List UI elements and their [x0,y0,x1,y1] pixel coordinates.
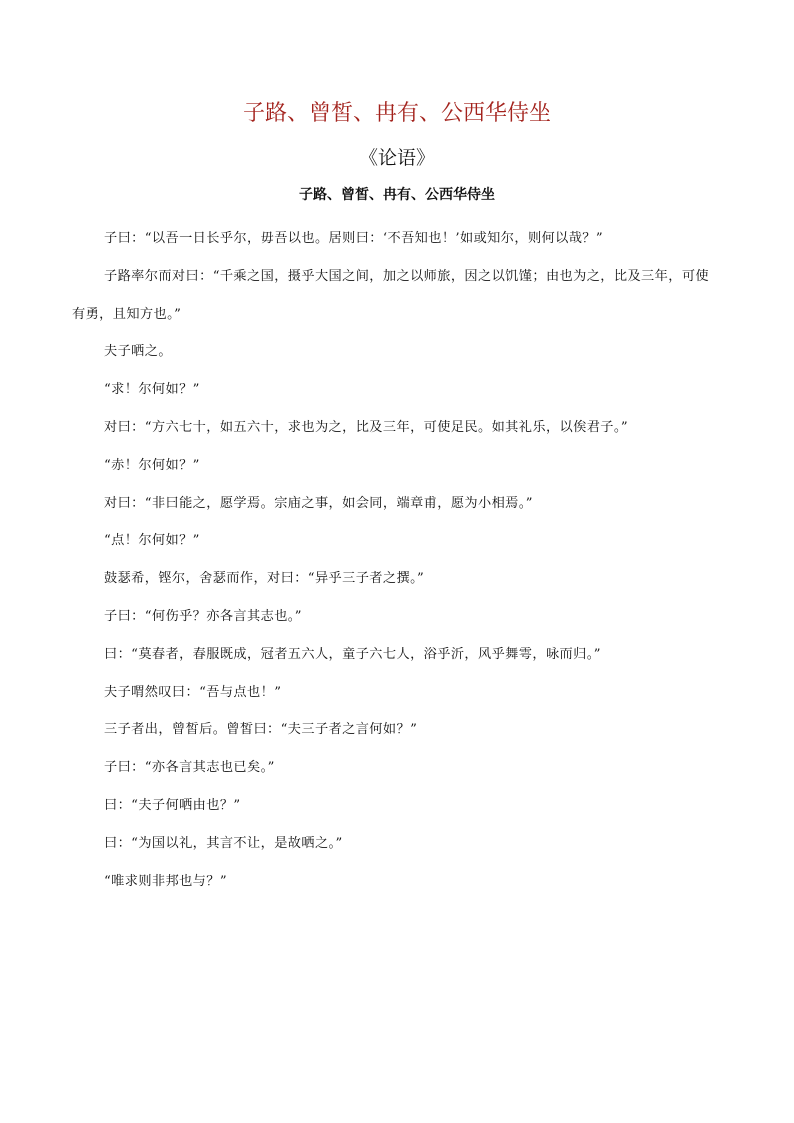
paragraph: “求！尔何如？” [104,382,200,398]
paragraph: 夫子喟然叹曰：“吾与点也！” [104,684,282,700]
section-heading: 子路、曾皙、冉有、公西华侍坐 [299,187,495,203]
paragraph: 曰：“夫子何哂由也？” [104,797,241,813]
paragraph: 夫子哂之。 [104,344,172,360]
paragraph: 对曰：“非曰能之，愿学焉。宗庙之事，如会同，端章甫，愿为小相焉。” [104,495,533,511]
paragraph: 子曰：“何伤乎？亦各言其志也。” [104,608,302,624]
document-body [0,220,794,900]
paragraph: “唯求则非邦也与？” [104,873,227,889]
paragraph: 三子者出，曾皙后。曾皙曰：“夫三子者之言何如？” [104,722,418,738]
paragraph: “点！尔何如？” [104,533,200,549]
paragraph: “赤！尔何如？” [104,457,200,473]
paragraph: 曰：“为国以礼，其言不让，是故哂之。” [104,835,343,851]
paragraph: 对曰：“方六七十，如五六十，求也为之，比及三年，可使足民。如其礼乐，以俟君子。” [104,419,629,435]
paragraph: 子曰：“以吾一日长乎尔，毋吾以也。居则曰：‘不吾知也！’如或知尔，则何以哉？” [104,231,604,246]
paragraph: 鼓瑟希，铿尔，舍瑟而作，对曰：“异乎三子者之撰。” [104,571,425,587]
paragraph: 子曰：“亦各言其志也已矣。” [104,760,275,776]
paragraph: 子路率尔而对曰：“千乘之国，摄乎大国之间，加之以师旅，因之以饥馑；由也为之，比及三年，可使有勇，且知方也。” [72,268,709,322]
document-title: 子路、曾皙、冉有、公西华侍坐 [242,101,551,126]
document-subtitle: 《论语》 [358,147,435,169]
paragraph: 曰：“莫春者，春服既成，冠者五六人，童子六七人，浴乎沂，风乎舞雩，咏而归。” [104,646,601,662]
